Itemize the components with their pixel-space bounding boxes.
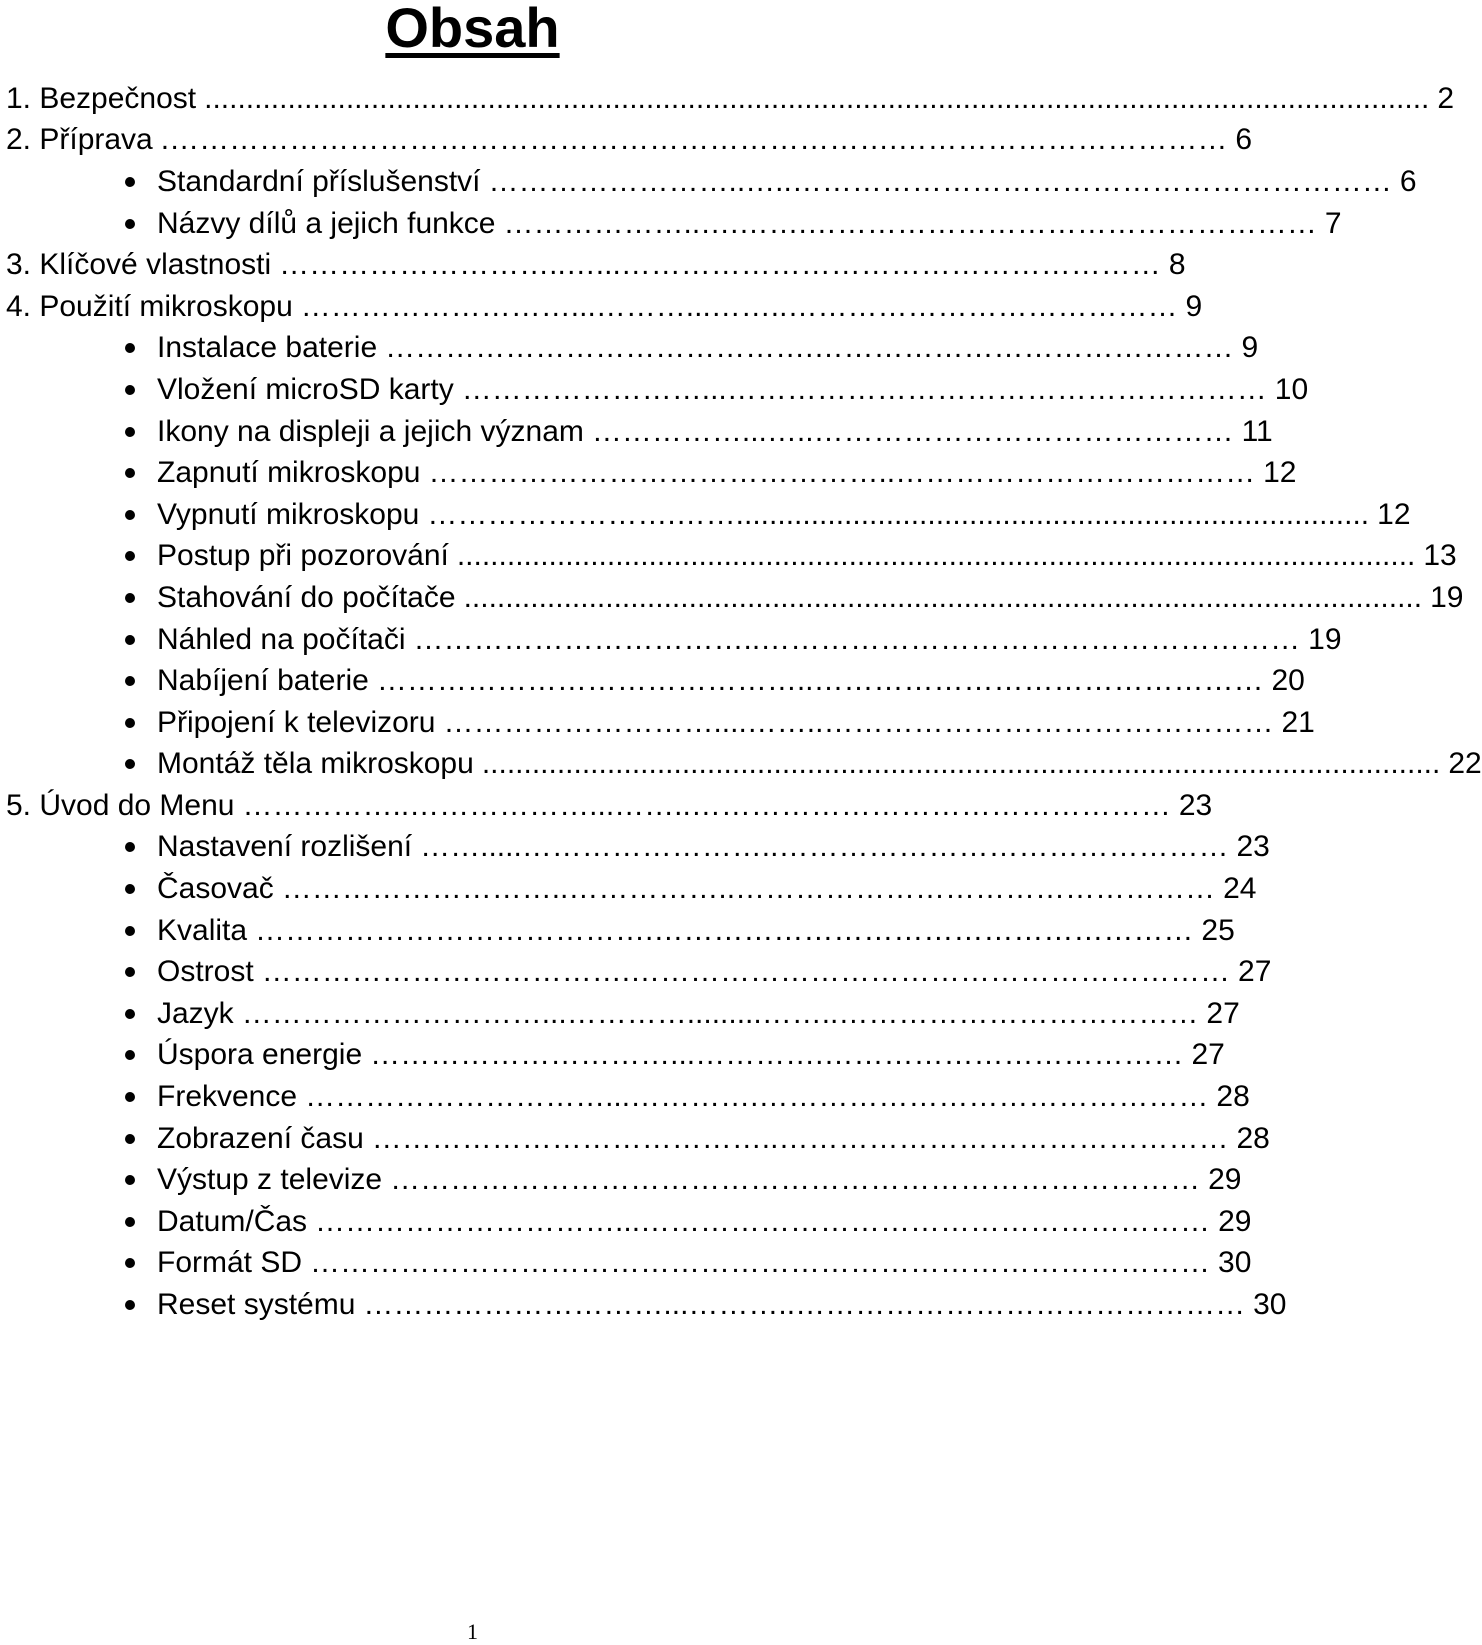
bullet-icon (115, 625, 145, 655)
bullet-icon (115, 209, 145, 239)
toc-entry-title: Standardní příslušenství (157, 164, 481, 198)
bullet-icon (115, 874, 145, 904)
toc-leader-dots: ………………………………………..……………………………… (428, 456, 1256, 490)
toc-entry[interactable] (0, 494, 1411, 536)
toc-entry[interactable] (0, 161, 1417, 203)
bullet-icon (115, 666, 145, 696)
toc-entry[interactable] (0, 660, 1305, 702)
toc-page-number: 24 (1223, 872, 1257, 906)
toc-page-number: 29 (1208, 1163, 1242, 1197)
toc-entry[interactable] (0, 1118, 1270, 1160)
toc-entry[interactable] (0, 411, 1273, 453)
bullet-icon (115, 333, 145, 363)
toc-entry[interactable] (0, 993, 1240, 1035)
toc-page-number: 27 (1238, 955, 1272, 989)
bullet-icon (115, 1248, 145, 1278)
toc-page-number: 22 (1448, 747, 1482, 781)
bullet-icon (115, 1082, 145, 1112)
toc-page-number: 20 (1271, 664, 1305, 698)
toc-entry[interactable] (0, 78, 1455, 120)
toc-leader-dots: ................................................................................................................... (456, 539, 1416, 573)
toc-leader-dots: ……………………………………………………………………… (390, 1163, 1201, 1197)
toc-entry-title: 3. Klíčové vlastnosti (6, 248, 272, 282)
toc-leader-dots: …………………….……............................................................................ (427, 497, 1370, 531)
toc-entry-title: 4. Použití mikroskopu (6, 289, 293, 323)
toc-leader-dots: ……………………..…..…………………………………………………… (488, 164, 1392, 198)
toc-leader-dots: …………………………...………….……………………………………… (305, 1080, 1209, 1114)
toc-leader-dots: ................................................................................................................................................... (204, 81, 1430, 115)
toc-entry[interactable] (0, 951, 1272, 993)
toc-leader-dots: …………………………...………….........……..……………………………… (241, 996, 1199, 1030)
toc-entry[interactable] (0, 868, 1257, 910)
toc-page-number: 2 (1437, 81, 1455, 115)
toc-page-number: 21 (1281, 705, 1315, 739)
toc-entry[interactable] (0, 619, 1342, 661)
bullet-icon (115, 999, 145, 1029)
toc-leader-dots: ……………..………………...……..………………………………………… (242, 788, 1171, 822)
bullet-icon (115, 1165, 145, 1195)
toc-entry[interactable] (0, 744, 1482, 786)
page-number: 1 (467, 1619, 478, 1644)
toc-entry-title: Stahování do počítače (157, 580, 456, 614)
toc-entry-title: Postup při pozorování (157, 539, 449, 573)
toc-leader-dots: ………………………....……..……………………………………… (443, 705, 1274, 739)
bullet-icon (115, 1290, 145, 1320)
bullet-icon (115, 832, 145, 862)
toc-entry-title: 2. Příprava (6, 123, 153, 157)
toc-page-number: 28 (1236, 1121, 1270, 1155)
bullet-icon (115, 1207, 145, 1237)
toc-page-number: 12 (1263, 456, 1297, 490)
toc-page-number: 10 (1274, 372, 1309, 406)
toc-entry-title: 1. Bezpečnost (6, 81, 197, 115)
toc-page-number: 9 (1241, 331, 1259, 365)
toc-page-number: 6 (1235, 123, 1253, 157)
toc-entry[interactable] (0, 203, 1342, 245)
toc-leader-dots: ………………..….…….…………………………………………… (503, 206, 1317, 240)
page-title: Obsah (385, 0, 560, 59)
bullet-icon (115, 957, 145, 987)
toc-page-number: 19 (1430, 580, 1464, 614)
table-of-contents (0, 78, 1482, 1326)
toc-leader-dots: ……………………………..……………………………………………… (413, 622, 1301, 656)
toc-leader-dots: ………………………...………...……..………………………………… (300, 289, 1178, 323)
toc-entry-title: Vypnutí mikroskopu (157, 497, 420, 531)
toc-entry[interactable] (0, 369, 1309, 411)
toc-entry-title: 5. Úvod do Menu (6, 788, 235, 822)
toc-entry[interactable] (0, 910, 1235, 952)
toc-leader-dots: …….....……………………..……………………………………… (420, 830, 1229, 864)
toc-leader-dots: ………………………..…...……………………………………………… (279, 248, 1161, 282)
toc-entry[interactable] (0, 1243, 1252, 1285)
bullet-icon (115, 708, 145, 738)
toc-entry-title: Formát SD (157, 1246, 303, 1280)
toc-entry-title: Připojení k televizoru (157, 705, 436, 739)
bullet-icon (115, 541, 145, 571)
toc-entry[interactable] (0, 1159, 1242, 1201)
toc-entry-title: Zobrazení času (157, 1121, 364, 1155)
toc-entry-title: Instalace baterie (157, 331, 378, 365)
toc-page-number: 30 (1218, 1246, 1252, 1280)
bullet-icon (115, 167, 145, 197)
toc-entry[interactable] (0, 536, 1457, 578)
toc-entry-title: Datum/Čas (157, 1204, 308, 1238)
toc-entry-title: Frekvence (157, 1080, 298, 1114)
toc-entry-title: Názvy dílů a jejich funkce (157, 206, 496, 240)
toc-entry[interactable] (0, 120, 1253, 162)
toc-page-number: 11 (1241, 414, 1273, 448)
bullet-icon (115, 375, 145, 405)
toc-entry[interactable] (0, 1035, 1225, 1077)
toc-entry-title: Výstup z televize (157, 1163, 383, 1197)
toc-entry[interactable] (0, 244, 1186, 286)
bullet-icon (115, 1040, 145, 1070)
toc-page-number: 6 (1399, 164, 1417, 198)
toc-page-number: 9 (1185, 289, 1203, 323)
toc-entry-title: Reset systému (157, 1288, 356, 1322)
bullet-icon (115, 417, 145, 447)
toc-entry-title: Nastavení rozlišení (157, 830, 413, 864)
toc-page-number: 23 (1236, 830, 1270, 864)
toc-entry-title: Zapnutí mikroskopu (157, 456, 421, 490)
toc-leader-dots: …………………………………….…………………………………… (385, 331, 1234, 365)
toc-entry-title: Úspora energie (157, 1038, 363, 1072)
toc-entry[interactable] (0, 1076, 1250, 1118)
toc-leader-dots: …………………………………..……………………………………… (371, 1121, 1229, 1155)
bullet-icon (115, 916, 145, 946)
toc-page-number: 12 (1377, 497, 1411, 531)
bullet-icon (115, 500, 145, 530)
toc-entry-title: Náhled na počítači (157, 622, 406, 656)
toc-entry-title: Montáž těla mikroskopu (157, 747, 474, 781)
toc-page-number: 27 (1206, 996, 1240, 1030)
toc-entry-title: Jazyk (157, 996, 234, 1030)
toc-entry[interactable] (0, 702, 1315, 744)
toc-entry-title: Ikony na displeji a jejich význam (157, 414, 584, 448)
toc-leader-dots: ................................................................................................................... (463, 580, 1423, 614)
toc-entry-title: Nabíjení baterie (157, 664, 369, 698)
bullet-icon (115, 749, 145, 779)
toc-leader-dots: …………………………...………….……………………………… (370, 1038, 1184, 1072)
toc-leader-dots: …………………………...………..……………………………………… (363, 1288, 1246, 1322)
toc-entry[interactable] (0, 785, 1213, 827)
toc-entry[interactable] (0, 328, 1259, 370)
toc-page-number: 8 (1168, 248, 1186, 282)
toc-page-number: 13 (1423, 539, 1457, 573)
toc-entry-title: Časovač (157, 872, 274, 906)
toc-page-number: 23 (1178, 788, 1213, 822)
bullet-icon (115, 458, 145, 488)
toc-entry-title: Vložení microSD karty (157, 372, 454, 406)
toc-page-number: 28 (1216, 1080, 1250, 1114)
toc-leader-dots: ……………………………………………………………………………… (310, 1246, 1211, 1280)
toc-leader-dots: ……………………………….…………………………………………………… (261, 955, 1231, 989)
toc-leader-dots: ………………………..……………..………………………………………… (281, 872, 1216, 906)
toc-leader-dots: ……………...…..…………………………………… (591, 414, 1234, 448)
toc-leader-dots: ................................................................................................................... (481, 747, 1441, 781)
toc-entry[interactable] (0, 827, 1270, 869)
toc-page-number: 29 (1218, 1204, 1252, 1238)
toc-entry[interactable] (0, 1201, 1252, 1243)
bullet-icon (115, 583, 145, 613)
toc-leader-dots: …………………………...………………………………………………… (315, 1204, 1211, 1238)
toc-entry-title: Ostrost (157, 955, 254, 989)
toc-entry-title: Kvalita (157, 913, 248, 947)
toc-page-number: 19 (1308, 622, 1342, 656)
toc-entry[interactable] (0, 286, 1203, 328)
toc-leader-dots: ……………………………………..……………………………………… (376, 664, 1264, 698)
toc-entry[interactable] (0, 577, 1464, 619)
toc-leader-dots: ………………………………….……………………………………………… (255, 913, 1194, 947)
toc-leader-dots: .……………………………………………………………….…………………………… (160, 123, 1228, 157)
toc-page-number: 25 (1201, 913, 1235, 947)
toc-entry[interactable] (0, 1284, 1287, 1326)
toc-page-number: 30 (1253, 1288, 1287, 1322)
toc-page-number: 27 (1191, 1038, 1225, 1072)
toc-page-number: 7 (1324, 206, 1342, 240)
toc-leader-dots: ……………………...……………………………………………… (461, 372, 1267, 406)
toc-entry[interactable] (0, 452, 1297, 494)
bullet-icon (115, 1124, 145, 1154)
